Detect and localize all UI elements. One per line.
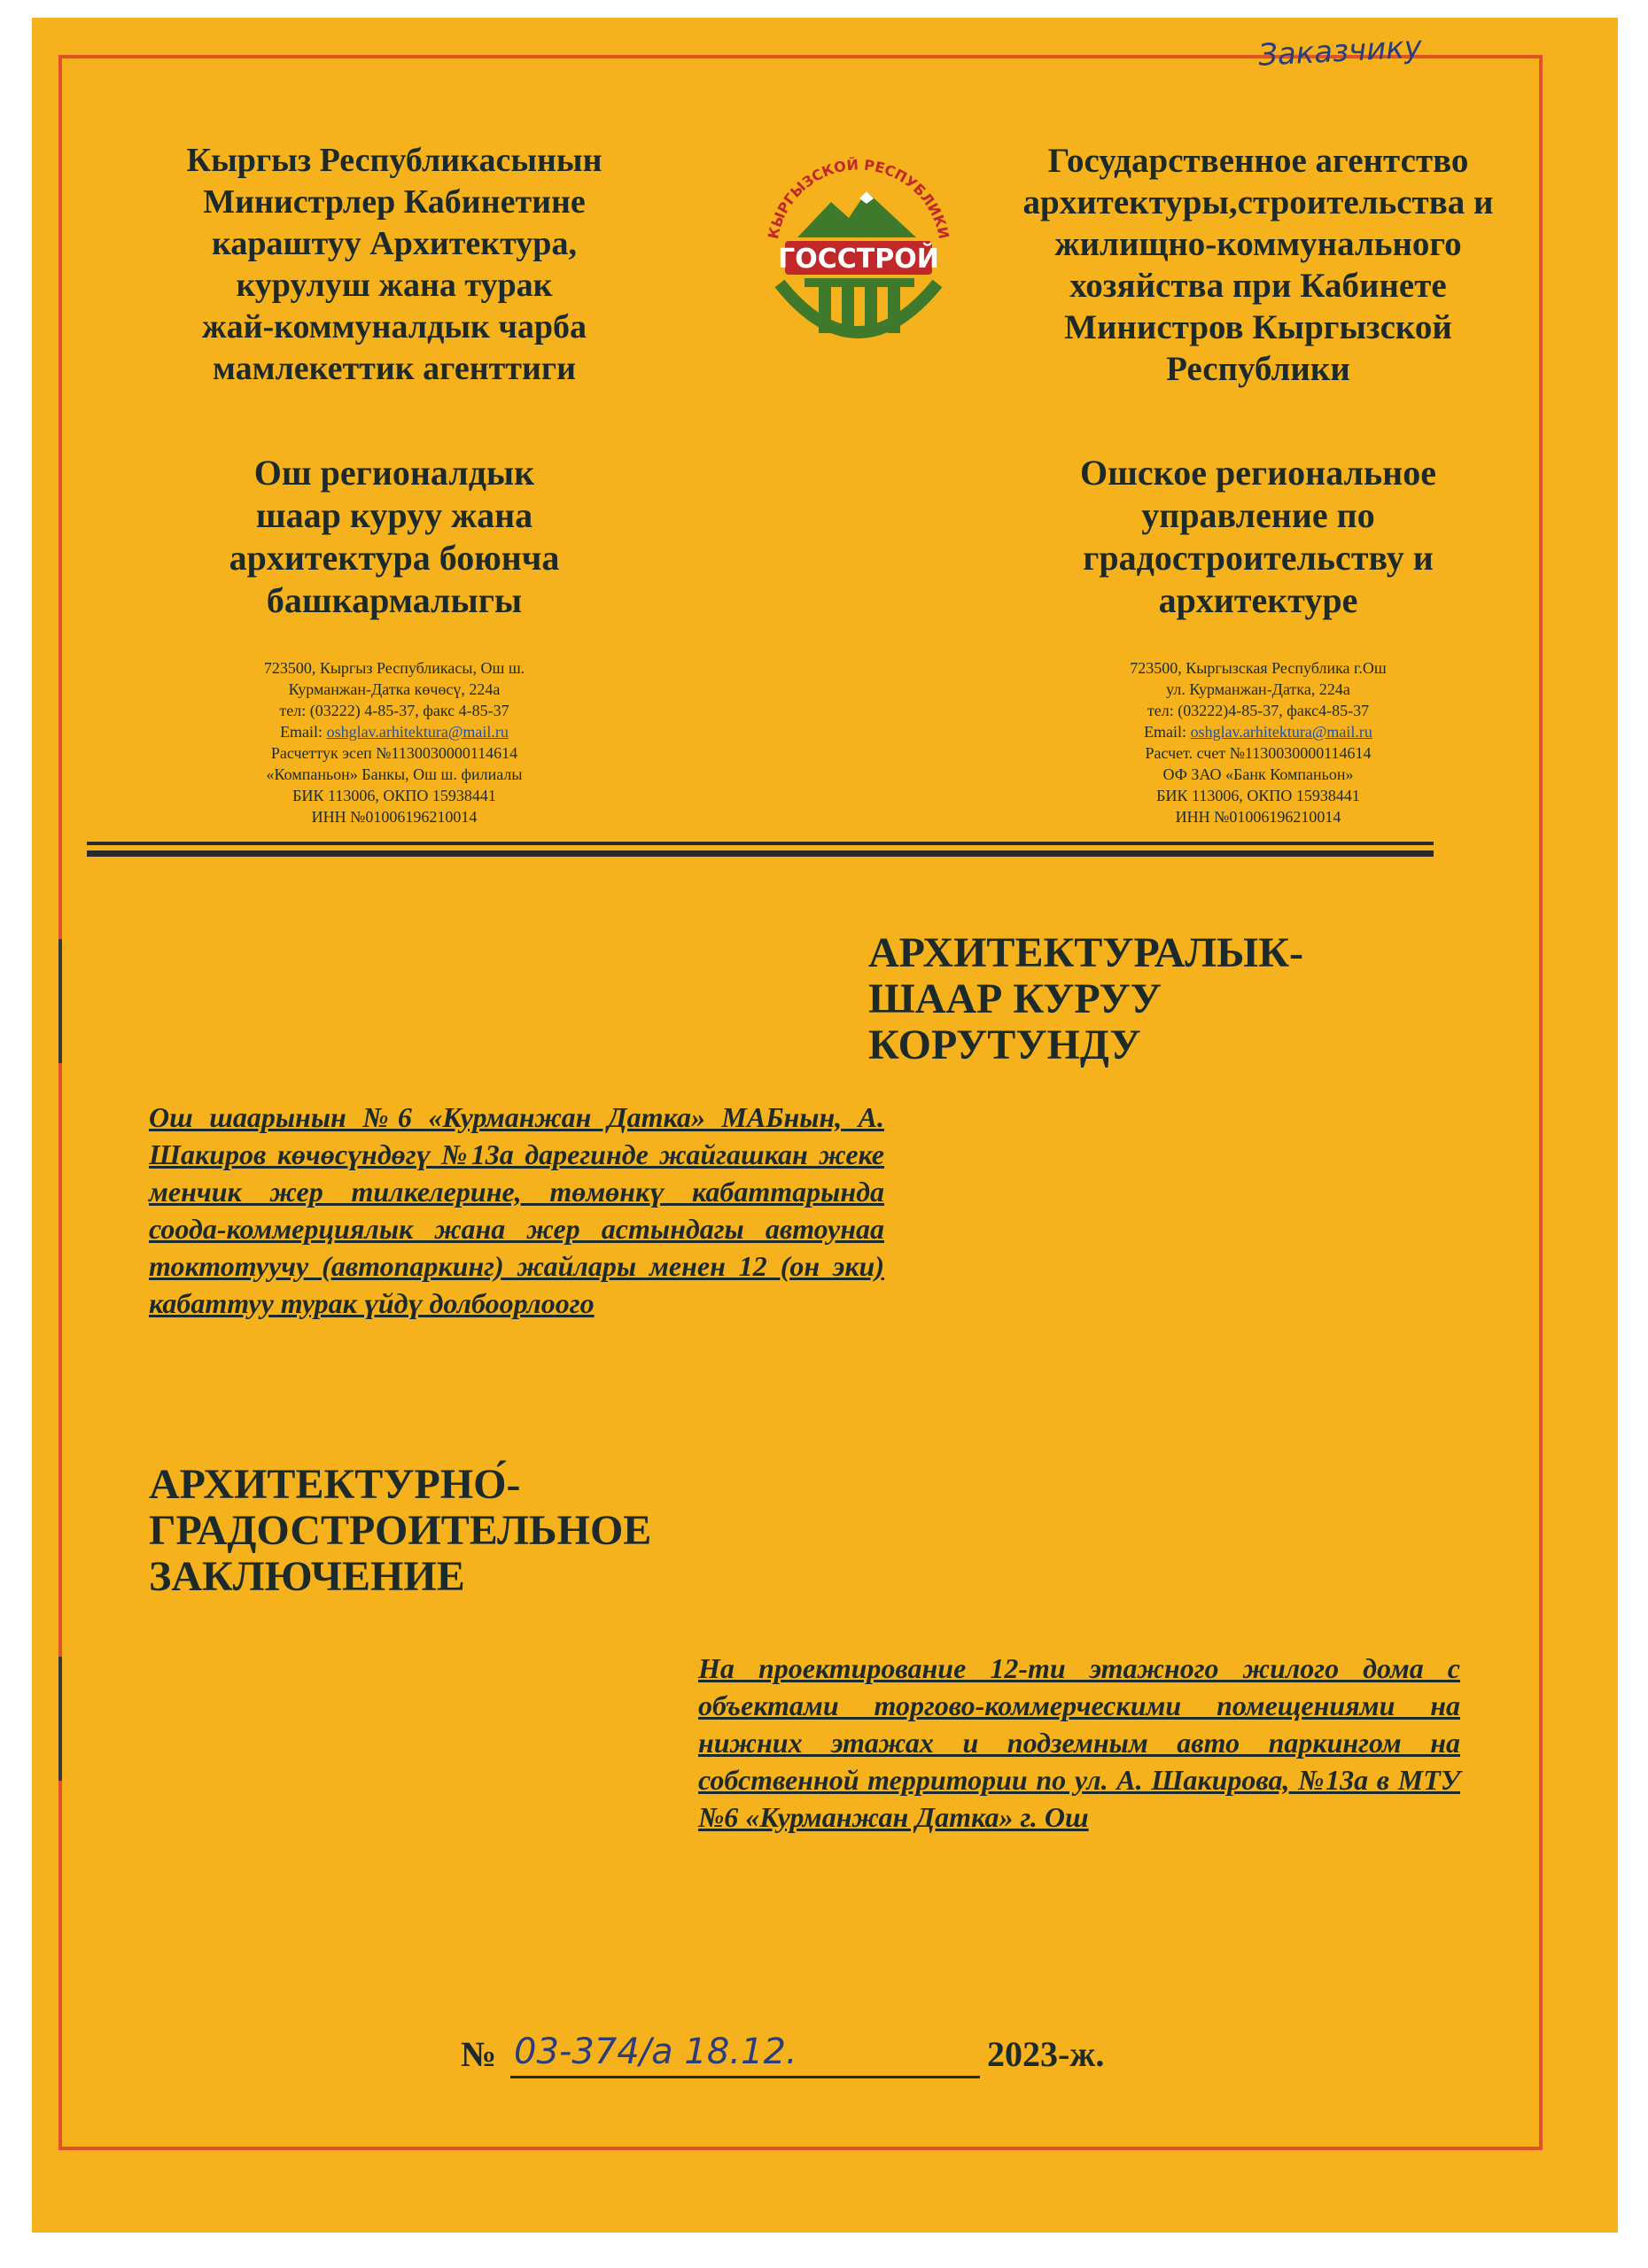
number-prefix: № [461, 2034, 497, 2074]
description-ky: Ош шаарынын №6 «Курманжан Датка» МАБнын, А. Шакиров көчөсүндөгү №13а дарегинде жайгашкан жеке менчик жер тилкелерине, төмөнкү кабаттарында соода-коммерциялык жана жер астындагы автоунаа токтотуучу (автопаркинг) жайлары менен 12 (он эки) кабаттуу турак үйдү долбоорлоого [149, 1101, 884, 1319]
handwritten-stamp: Заказчику [1257, 29, 1423, 74]
binding-thread [58, 939, 62, 1063]
year-suffix: 2023-ж. [987, 2034, 1105, 2074]
binding-thread [58, 1657, 62, 1781]
email-link[interactable]: oshglav.arhitektura@mail.ru [326, 723, 509, 741]
logo-name: ГОССТРОЙ [778, 244, 939, 275]
header-left [133, 140, 656, 827]
address-block-ru: 723500, Кыргызская Республика г.Ош ул. Курманжан-Датка, 224а тел: (03222)4-85-37, факс4-85-37 Email: oshglav.arhitektura@mail.ru Расчет. счет №1130030000114614 ОФ ЗАО «Банк Компаньон» БИК 113006, ОКПО 15938441 ИНН №01006196210014 [1130, 659, 1387, 826]
department-name-ky: Ош регионалдык шаар куруу жана архитектура боюнча башкармалыгы [229, 453, 560, 620]
title-ky: АРХИТЕКТУРАЛЫК- ШААР КУРУУ КОРУТУНДУ [868, 929, 1304, 1068]
header-right [992, 140, 1524, 827]
header-divider [87, 842, 1434, 845]
logo-arc-text: КЫРГЫЗСКОЙ РЕСПУБЛИКИ [765, 156, 952, 241]
email-link[interactable]: oshglav.arhitektura@mail.ru [1190, 723, 1372, 741]
handwritten-number: 03-374/а 18.12. [514, 2031, 797, 2072]
department-name-ru: Ошское региональное управление по градостроительству и архитектуре [1080, 453, 1436, 620]
agency-name-ky: Кыргыз Республикасынын Министрлер Кабинетине караштуу Архитектура, курулуш жана турак жай-коммуналдык чарба мамлекеттик агенттиги [186, 142, 602, 387]
description-ru: На проектирование 12-ти этажного жилого дома с объектами торгово-коммерческими помещениями на нижних этажах и подземным авто паркингом на собственной территории по ул. А. Шакирова, №13а в МТУ №6 «Курманжан Датка» г. Ош [698, 1652, 1460, 1833]
mountain-icon [797, 191, 916, 237]
number-underline [510, 2076, 980, 2078]
agency-name-ru: Государственное агентство архитектуры,строительства и жилищно-коммунального хозяйства при Кабинете Министров Кыргызской Республики [1022, 142, 1494, 388]
gosstroy-logo [742, 133, 973, 372]
address-block-ky: 723500, Кыргыз Республикасы, Ош ш. Курманжан-Датка көчөсү, 224а тел: (03222) 4-85-37, факс 4-85-37 Email: oshglav.arhitektura@mail.ru Расчеттук эсеп №1130030000114614 «Компаньон» Банкы, Ош ш. филиалы БИК 113006, ОКПО 15938441 ИНН №01006196210014 [263, 659, 525, 826]
title-ru: АРХИТЕКТУРНО́- ГРАДОСТРОИТЕЛЬНОЕ ЗАКЛЮЧЕНИЕ [149, 1461, 652, 1600]
header-divider-thick [87, 850, 1434, 857]
document-number-line [461, 2033, 1152, 2086]
